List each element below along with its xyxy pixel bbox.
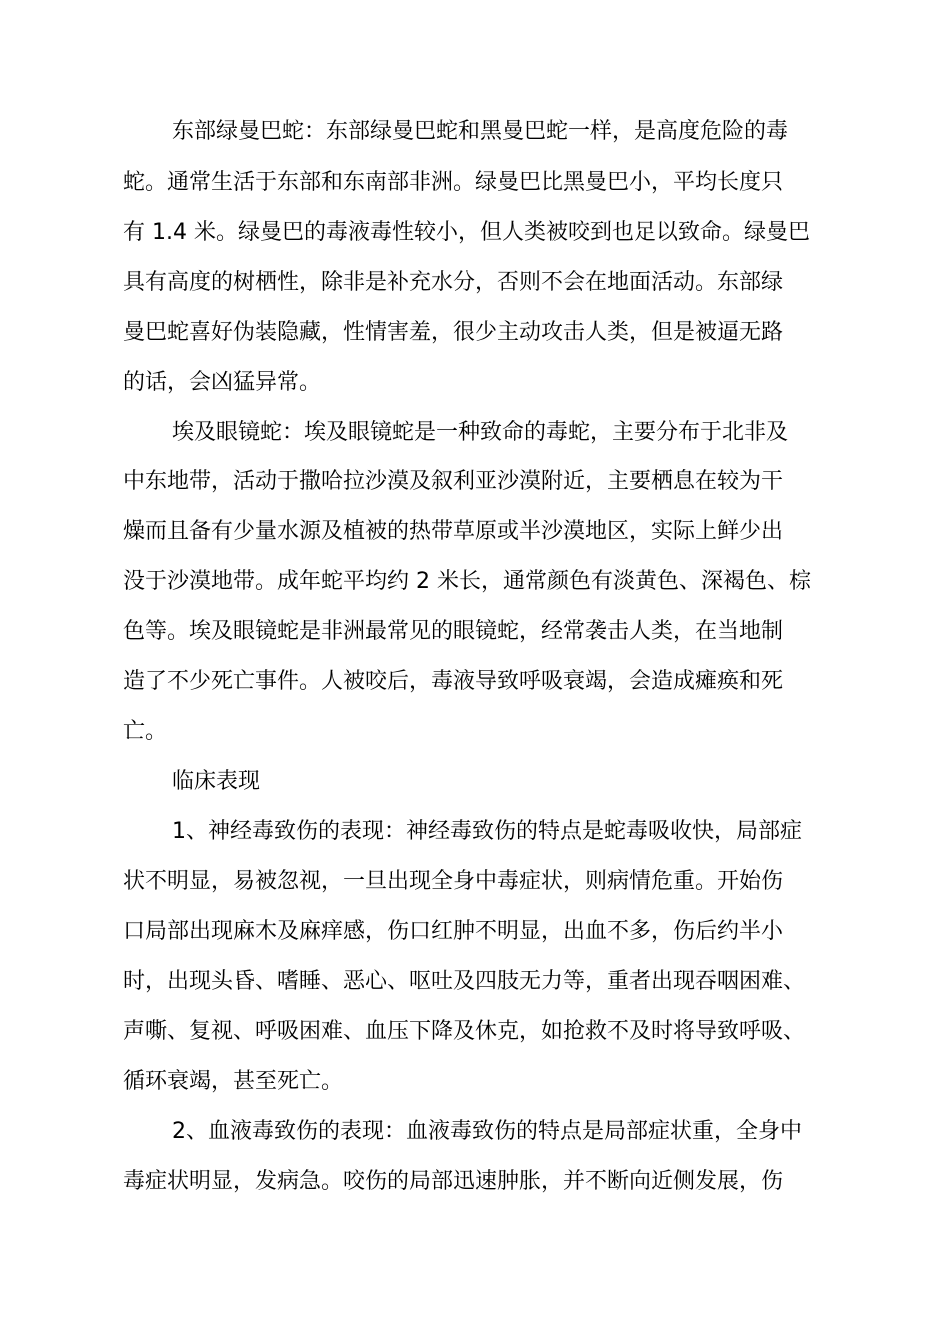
text-line: 造了不少死亡事件。人被咬后，毒液导致呼吸衰竭，会造成瘫痪和死 bbox=[123, 669, 784, 694]
text-line: 蛇。通常生活于东部和东南部非洲。绿曼巴比黑曼巴小，平均长度只 bbox=[123, 170, 784, 195]
text-line: 亡。 bbox=[123, 719, 168, 744]
text-line: 2、血液毒致伤的表现：血液毒致伤的特点是局部症状重，全身中 bbox=[172, 1119, 802, 1144]
text-line: 的话，会凶猛异常。 bbox=[123, 370, 322, 395]
text-line: 没于沙漠地带。成年蛇平均约 2 米长，通常颜色有淡黄色、深褐色、棕 bbox=[123, 569, 811, 594]
text-line: 口局部出现麻木及麻痒感，伤口红肿不明显，出血不多，伤后约半小 bbox=[123, 919, 784, 944]
text-line: 有 1.4 米。绿曼巴的毒液毒性较小，但人类被咬到也足以致命。绿曼巴 bbox=[123, 220, 810, 245]
text-line: 循环衰竭，甚至死亡。 bbox=[123, 1069, 344, 1094]
text-line: 具有高度的树栖性，除非是补充水分，否则不会在地面活动。东部绿 bbox=[123, 270, 784, 295]
text-line: 时，出现头昏、嗜睡、恶心、呕吐及四肢无力等，重者出现吞咽困难、 bbox=[123, 969, 806, 994]
text-line: 曼巴蛇喜好伪装隐藏，性情害羞，很少主动攻击人类，但是被逼无路 bbox=[123, 320, 784, 345]
text-line: 色等。埃及眼镜蛇是非洲最常见的眼镜蛇，经常袭击人类，在当地制 bbox=[123, 619, 784, 644]
text-line: 燥而且备有少量水源及植被的热带草原或半沙漠地区，实际上鲜少出 bbox=[123, 519, 784, 544]
text-line: 声嘶、复视、呼吸困难、血压下降及休克，如抢救不及时将导致呼吸、 bbox=[123, 1019, 806, 1044]
text-line: 毒症状明显，发病急。咬伤的局部迅速肿胀，并不断向近侧发展，伤 bbox=[123, 1169, 784, 1194]
text-line: 1、神经毒致伤的表现：神经毒致伤的特点是蛇毒吸收快，局部症 bbox=[172, 819, 802, 844]
text-line: 埃及眼镜蛇：埃及眼镜蛇是一种致命的毒蛇，主要分布于北非及 bbox=[172, 420, 789, 445]
text-line: 东部绿曼巴蛇：东部绿曼巴蛇和黑曼巴蛇一样，是高度危险的毒 bbox=[172, 119, 789, 144]
section-heading: 临床表现 bbox=[172, 769, 261, 794]
text-line: 中东地带，活动于撒哈拉沙漠及叙利亚沙漠附近，主要栖息在较为干 bbox=[123, 469, 784, 494]
text-line: 状不明显，易被忽视，一旦出现全身中毒症状，则病情危重。开始伤 bbox=[123, 869, 784, 894]
